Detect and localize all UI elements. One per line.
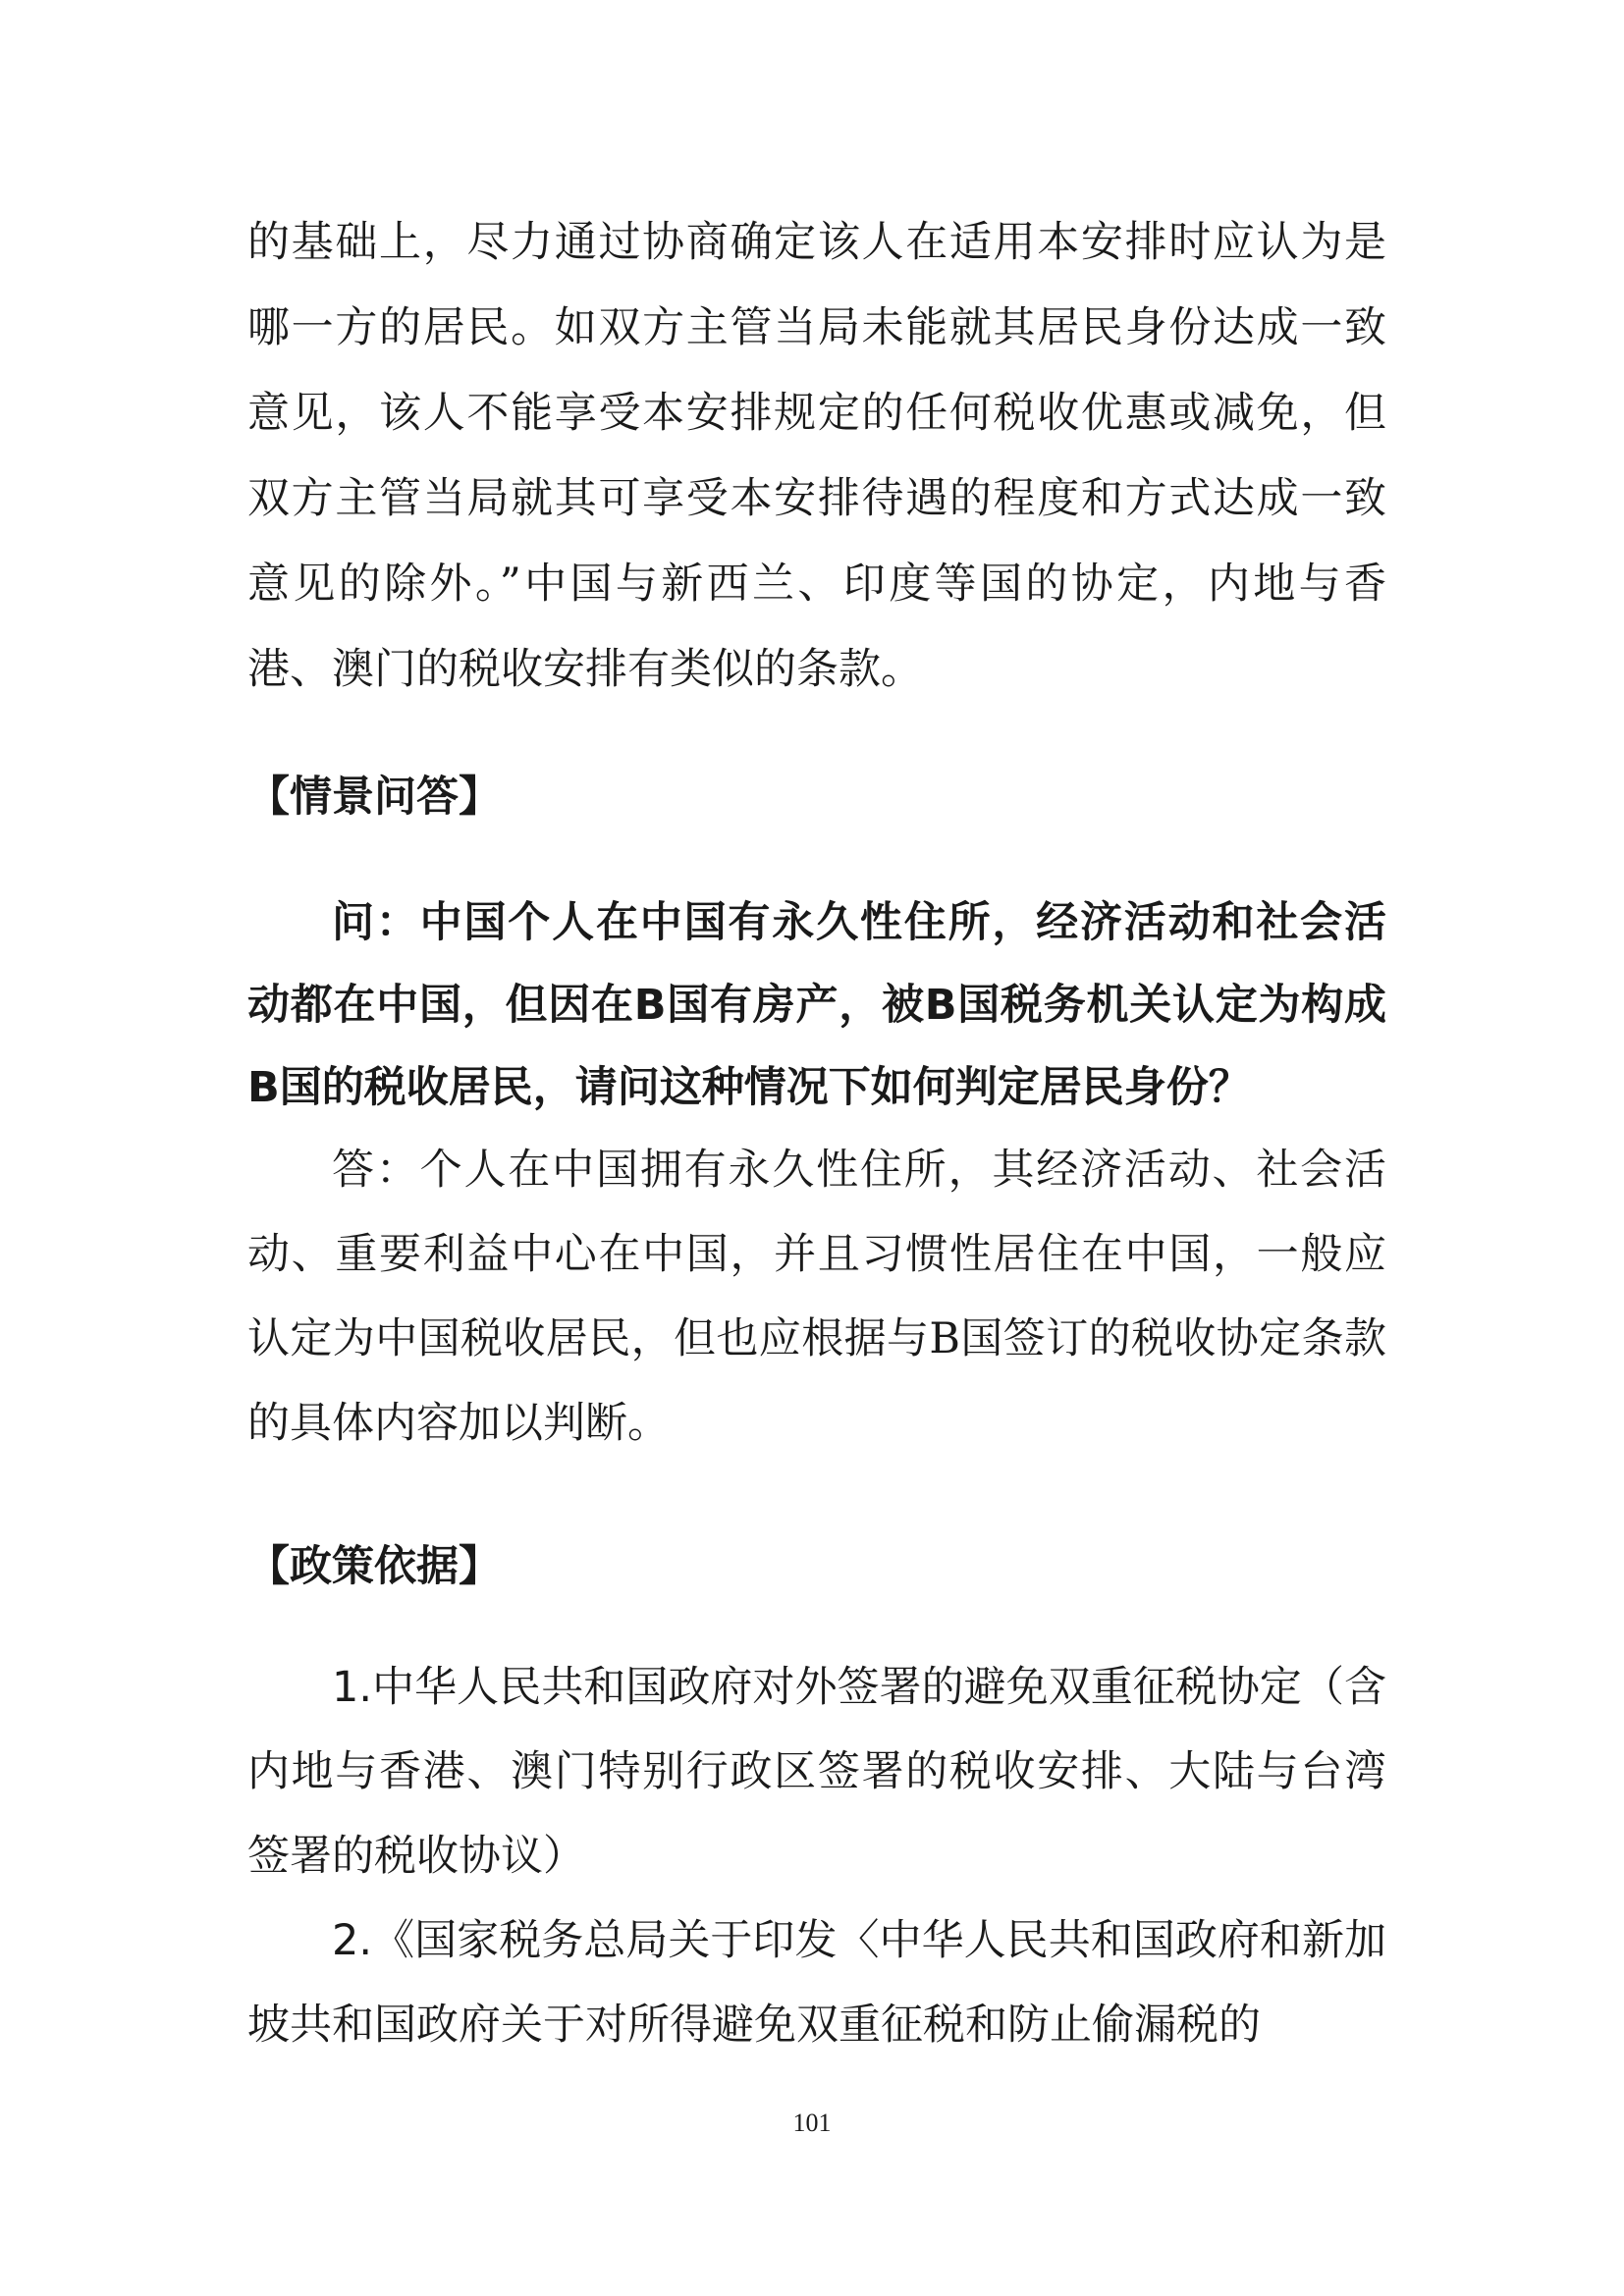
scenario-qa-heading: 【情景问答】 xyxy=(247,773,501,822)
page-number: 101 xyxy=(792,2109,832,2137)
policy-item-1: 1.中华人民共和国政府对外签署的避免双重征税协定（含内地与香港、澳门特别行政区签署的税收安排、大陆与台湾签署的税收协议） xyxy=(247,1663,1386,1881)
policy-item-2: 2.《国家税务总局关于印发〈中华人民共和国政府和新加坡共和国政府关于对所得避免双重征税和防止偷漏税的 xyxy=(247,1916,1386,2050)
continuation-paragraph: 的基础上，尽力通过协商确定该人在适用本安排时应认为是哪一方的居民。如双方主管当局未能就其居民身份达成一致意见，该人不能享受本安排规定的任何税收优惠或减免，但双方主管当局就其可享受本安排待遇的程度和方式达成一致意见的除外。”中国与新西兰、印度等国的协定，内地与香港、澳门的税收安排有类似的条款。 xyxy=(247,218,1386,694)
question-paragraph: 问：中国个人在中国有永久性住所，经济活动和社会活动都在中国，但因在B国有房产，被B国税务机关认定为构成B国的税收居民，请问这种情况下如何判定居民身份？ xyxy=(247,898,1386,1112)
answer-paragraph: 答：个人在中国拥有永久性住所，其经济活动、社会活动、重要利益中心在中国，并且习惯性居住在中国，一般应认定为中国税收居民，但也应根据与B国签订的税收协定条款的具体内容加以判断。 xyxy=(247,1146,1386,1448)
policy-basis-heading: 【政策依据】 xyxy=(247,1542,501,1591)
